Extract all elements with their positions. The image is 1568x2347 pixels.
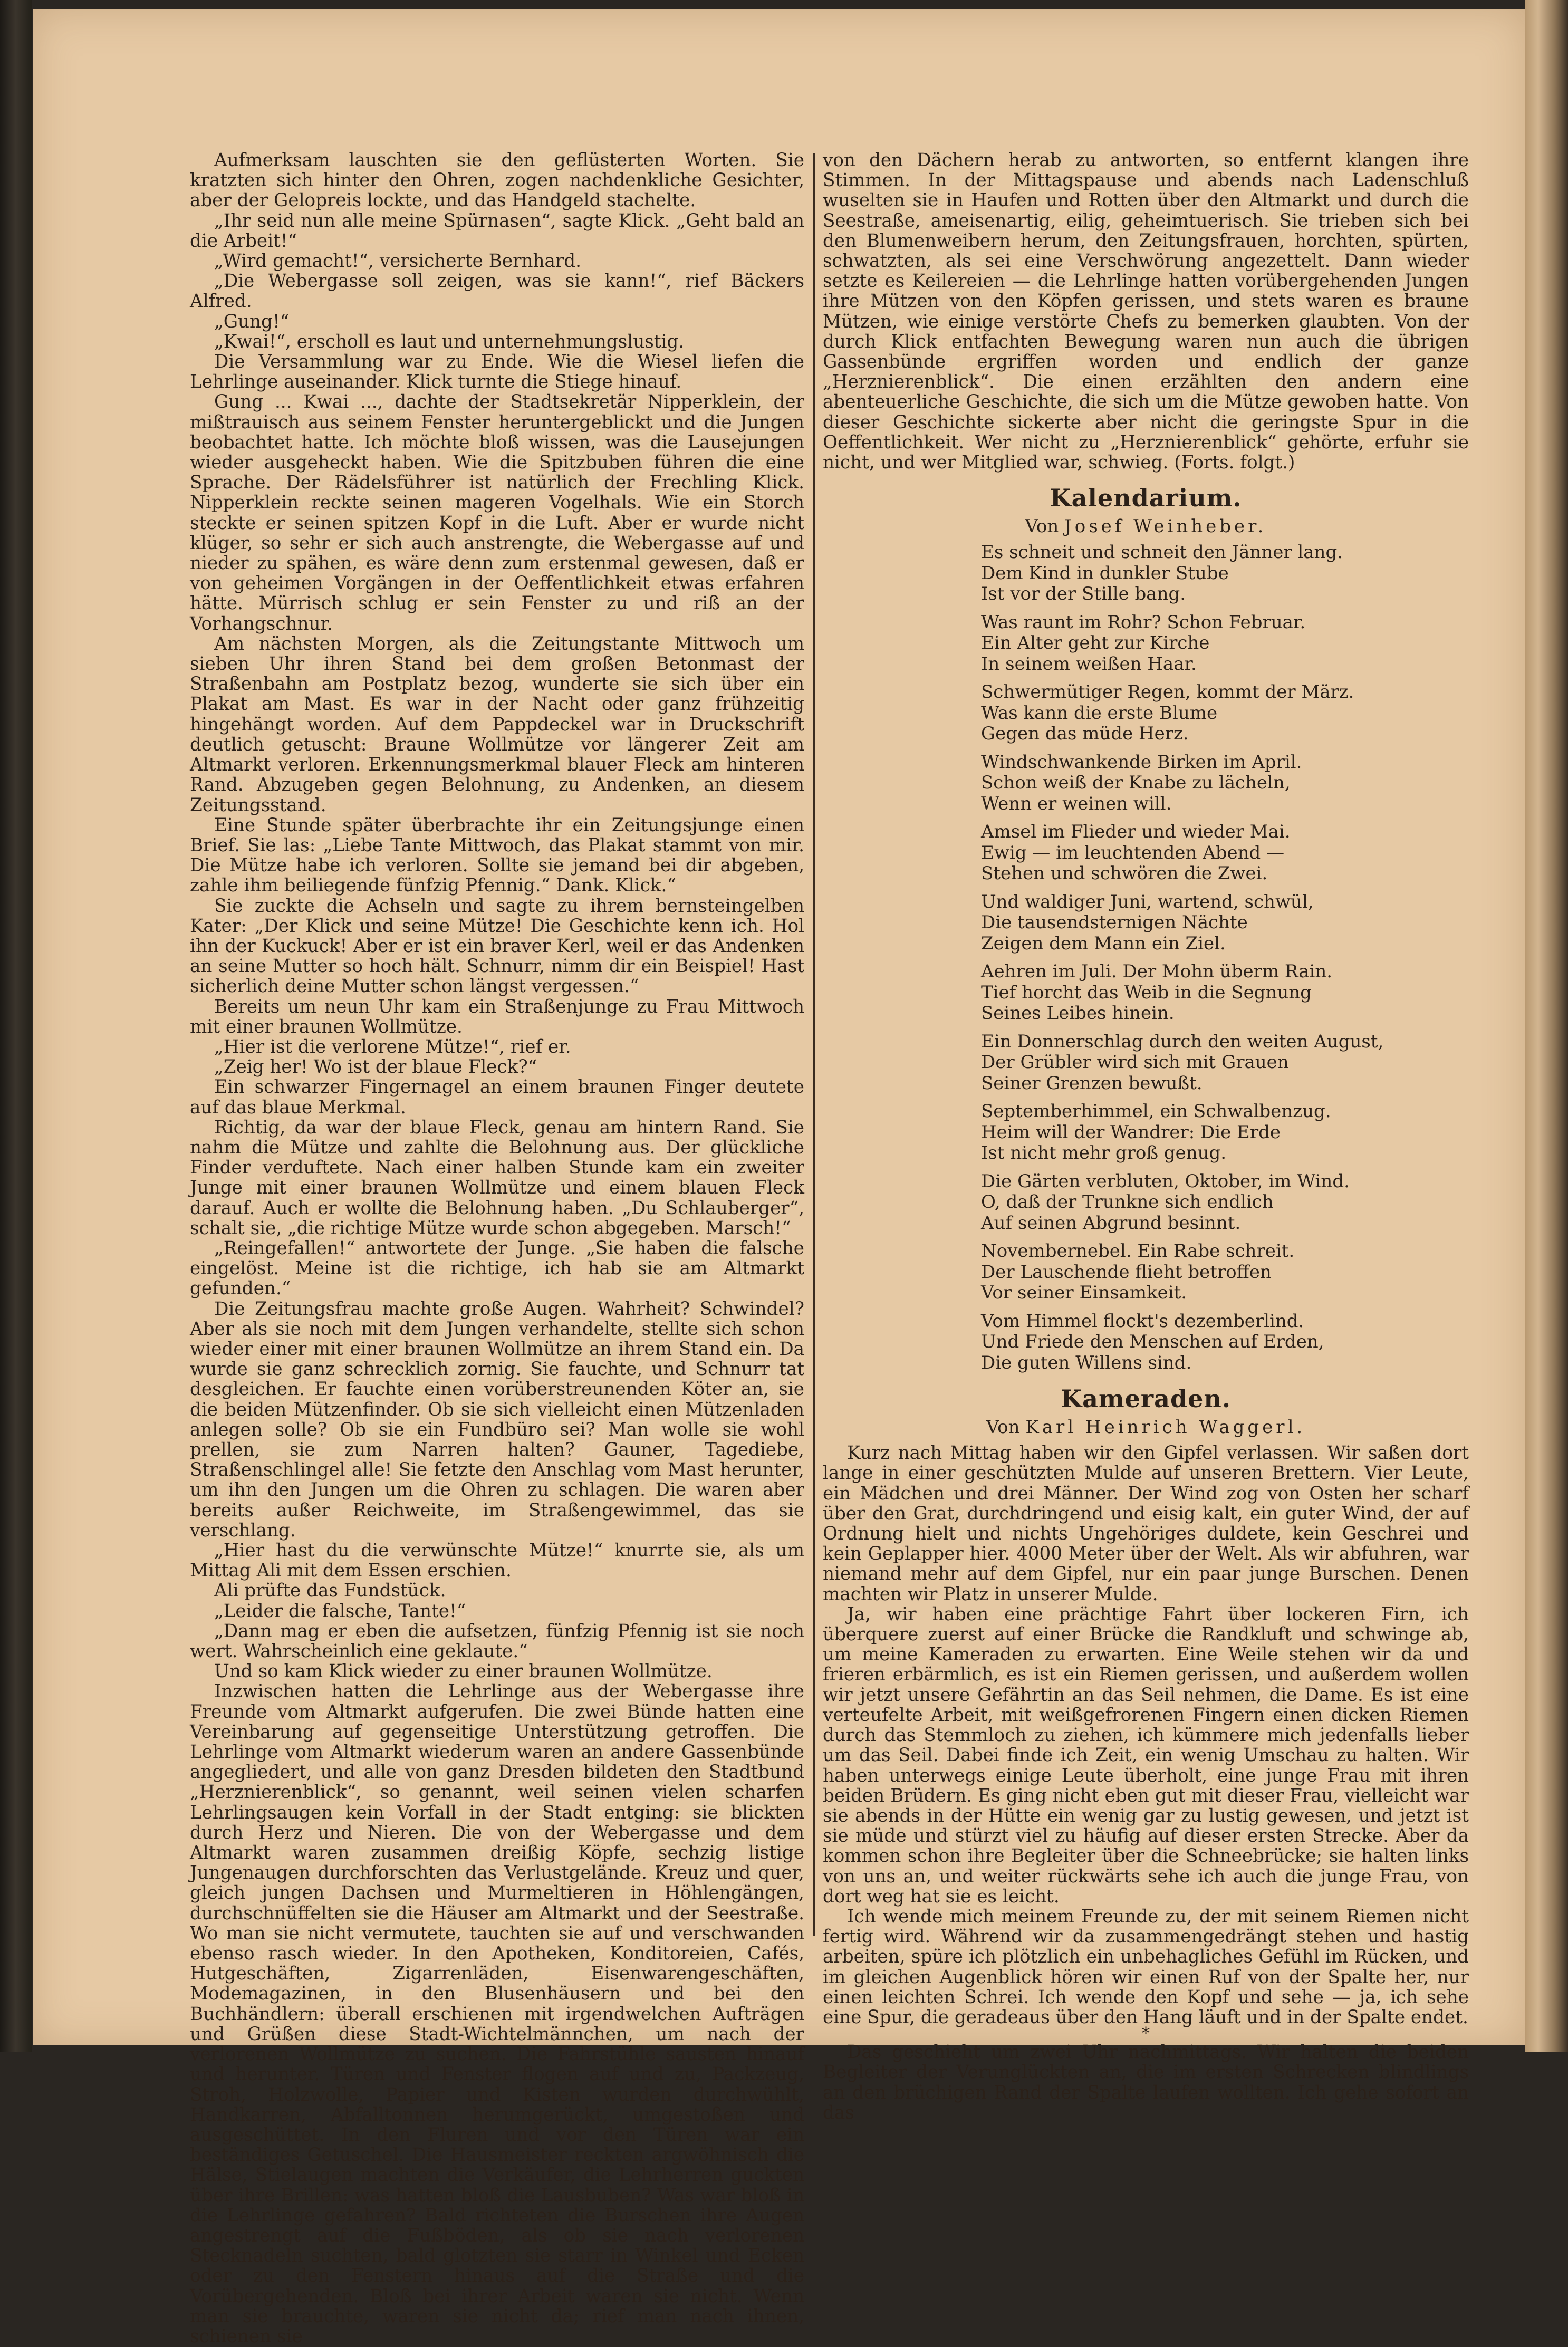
poem-line: Windschwankende Birken im April. [981,751,1302,773]
poem-line: Ein Alter geht zur Kirche [981,632,1210,654]
paragraph: Richtig, da war der blaue Fleck, genau am hintern Rand. Sie nahm die Mütze und zahlte die Belohnung aus. Der glückliche Finder verduftete. Nach einer halben Stunde kam ein zweiter Junge mit einer braunen Wollmütze und einem blauen Fleck darauf. Auch er wollte die Belohnung haben. „Du Schlauberger“, schalt sie, „die richtige Mütze wurde schon abgegeben. Marsch!“ [190,1117,804,1239]
poem-line: Was raunt im Rohr? Schon Februar. [981,611,1306,633]
poem-stanza [981,1171,1469,1234]
byline-prefix: Von [986,1417,1020,1438]
paragraph: Sie zuckte die Achseln und sagte zu ihrem bernsteingelben Kater: „Der Klick und seine Mütze! Die Geschichte kenn ich. Hol ihn der Kuckuck! Aber er ist ein braver Kerl, weil er das Andenken an seine Mutter so hoch hält. Schnurr, nimm dir ein Beispiel! Hast sicherlich deine Mutter schon längst vergessen.“ [190,895,804,997]
column-rule [813,153,815,1936]
poem-line: Vor seiner Einsamkeit. [981,1282,1187,1304]
poem-line: Tief horcht das Weib in die Segnung [981,982,1312,1003]
paragraph: „Leider die falsche, Tante!“ [214,1600,466,1622]
poem-line: Auf seinen Abgrund besinnt. [981,1212,1241,1234]
paragraph: „Hier hast du die verwünschte Mütze!“ knurrte sie, als um Mittag Ali mit dem Essen erschien. [190,1540,804,1582]
poem-author: Josef Weinheber. [1064,516,1267,537]
poem-line: Seines Leibes hinein. [981,1003,1175,1024]
poem-line: Es schneit und schneit den Jänner lang. [981,542,1343,563]
paragraph: Ein schwarzer Fingernagel an einem braunen Finger deutete auf das blaue Merkmal. [190,1076,804,1118]
poem-line: Zeigen dem Mann ein Ziel. [981,932,1226,954]
poem-line: Dem Kind in dunkler Stube [981,562,1229,584]
story-paragraph: Das geschieht um zwei Uhr nachmittags. Wir halten die beiden Begleiter der Verunglückten an, die im ersten Schrecken blindlings an den brüchigen Rand der Spalte laufen wollten. Ich gehe sofort an das [823,2042,1469,2123]
story-title: Kameraden. [1061,1384,1231,1413]
story-byline [823,1417,1469,1438]
poem-line: Wenn er weinen will. [981,793,1172,814]
poem-stanza [981,822,1469,884]
poem-stanza [981,961,1469,1024]
poem-line: Novembernebel. Ein Rabe schreit. [981,1240,1295,1262]
paragraph: „Kwai!“, erscholl es laut und unternehmungslustig. [214,331,685,352]
poem-line: Die Gärten verbluten, Oktober, im Wind. [981,1170,1350,1192]
paragraph: „Gung!“ [214,311,290,332]
poem-stanza [981,1032,1469,1094]
poem-stanza [981,752,1469,815]
poem-byline [823,516,1469,537]
poem-line: Vom Himmel flockt's dezemberlind. [981,1310,1304,1332]
story-continuation [823,150,1469,473]
poem-line: O, daß der Trunkne sich endlich [981,1191,1274,1213]
poem-stanza [981,1311,1469,1374]
story-paragraph: Ja, wir haben eine prächtige Fahrt über lockeren Firn, ich überquere zuerst auf einer Brücke die Randkluft und schwinge ab, um meine Kameraden zu erwarten. Eine Weile stehen wir da und frieren erbärmlich, es ist ein Riemen gerissen, und außerdem wollen wir jetzt unsere Gefährtin an das Seil nehmen, die Dame. Es ist eine verteufelte Arbeit, mit weißgefrorenen Fingern einen dicken Riemen durch das Stemmloch zu ziehen, ich kümmere mich jedenfalls lieber um das Seil. Dabei finde ich Zeit, ein wenig Umschau zu halten. Wir haben unterwegs einige Leute überholt, eine junge Frau mit ihren beiden Brüdern. Es ging nicht eben gut mit dieser Frau, vielleicht war sie abends in der Hütte ein wenig gar zu lustig gewesen, und jetzt ist sie müde und stürzt viel zu häufig auf dieser ersten Strecke. Aber da kommen schon ihre Begleiter über die Schneebrücke; sie halten links von uns an, und weiter rückwärts sehe ich auch die junge Frau, von dort weg hat sie es leicht. [823,1603,1469,1907]
poem-line: Der Grübler wird sich mit Grauen [981,1052,1289,1073]
paragraph: „Wird gemacht!“, versicherte Bernhard. [214,251,581,272]
right-column [823,150,1469,2123]
poem-line: Die guten Willens sind. [981,1352,1192,1373]
byline-prefix: Von [1025,516,1059,537]
poem-stanza [981,612,1469,675]
paragraph: Gung ... Kwai ..., dachte der Stadtsekretär Nipperklein, der mißtrauisch aus seinem Fenster heruntergeblickt und die Jungen beobachtet hatte. Ich möchte bloß wissen, was die Lausejungen wieder ausgeheckt haben. Wie die Spitzbuben führen die eine Sprache. Der Rädelsführer ist natürlich der Frechling Klick. Nipperklein reckte seinen mageren Vogelhals. Wie ein Storch steckte er seinen spitzen Kopf in die Luft. Aber er wurde nicht klüger, so sehr er sich auch anstrengte, die Webergasse auf und nieder zu spähen, es wäre denn zum erstenmal gewesen, daß er von geheimen Vorgängen in der Oeffentlichkeit etwas erfahren hätte. Mürrisch schlug er sein Fenster zu und riß an der Vorhangschnur. [190,391,804,634]
poem-stanza [981,1101,1469,1164]
poem-line: Schon weiß der Knabe zu lächeln, [981,772,1291,794]
paragraph: Und so kam Klick wieder zu einer braunen Wollmütze. [214,1661,713,1682]
paragraph: „Ihr seid nun alle meine Spürnasen“, sagte Klick. „Geht bald an die Arbeit!“ [190,210,804,252]
paragraph: „Hier ist die verlorene Mütze!“, rief er. [214,1036,571,1057]
poem-line: Die tausendsternigen Nächte [981,912,1248,934]
continuation-note: (Forts. folgt.) [1174,452,1295,474]
poem-line: Amsel im Flieder und wieder Mai. [981,821,1291,843]
paragraph: Am nächsten Morgen, als die Zeitungstante Mittwoch um sieben Uhr ihren Stand bei dem großen Betonmast der Straßenbahn am Postplatz bezog, wunderte sie sich über ein Plakat am Mast. Es war in der Nacht oder ganz frühzeitig hingehängt worden. Auf dem Pappdeckel war in Druckschrift deutlich getuscht: Braune Wollmütze vor längerer Zeit am Altmarkt verloren. Erkennungsmerkmal blauer Fleck am hinteren Rand. Abzugeben gegen Belohnung, zu Andenken, an diesem Zeitungsstand. [190,633,804,816]
poem-line: Stehen und schwören die Zwei. [981,863,1268,884]
poem-stanza [981,1241,1469,1304]
poem-line: Und waldiger Juni, wartend, schwül, [981,891,1314,912]
paragraph: Die Versammlung war zu Ende. Wie die Wiesel liefen die Lehrlinge auseinander. Klick turnte die Stiege hinauf. [190,351,804,393]
poem-line: Ist vor der Stille bang. [981,583,1186,605]
story-paragraph: Ich wende mich meinem Freunde zu, der mit seinem Riemen nicht fertig wird. Während wir da zusammengedrängt stehen und hastig arbeiten, spüre ich plötzlich ein unbehagliches Gefühl im Rücken, und im gleichen Augenblick hören wir einen Ruf von der Spalte her, nur einen leichten Schrei. Ich wende den Kopf und sehe — ja, ich sehe eine Spur, die geradeaus über den Hang läuft und in der Spalte endet. [823,1906,1469,2028]
paragraph: Ali prüfte das Fundstück. [214,1580,446,1602]
poem-line: Heim will der Wandrer: Die Erde [981,1121,1281,1143]
paragraph: Aufmerksam lauschten sie den geflüsterten Worten. Sie kratzten sich hinter den Ohren, zogen nachdenkliche Gesichter, aber der Gelopreis lockte, und das Handgeld stachelte. [190,150,804,211]
poem-line: Gegen das müde Herz. [981,723,1189,745]
poem-body [823,542,1469,1373]
poem-line: Was kann die erste Blume [981,702,1218,724]
poem-line: Septemberhimmel, ein Schwalbenzug. [981,1101,1331,1122]
poem-line: Aehren im Juli. Der Mohn überm Rain. [981,961,1333,983]
paragraph: „Zeig her! Wo ist der blaue Fleck?“ [214,1056,537,1078]
story-paragraph: Kurz nach Mittag haben wir den Gipfel verlassen. Wir saßen dort lange in einer geschützten Mulde auf unseren Brettern. Vier Leute, ein Mädchen und drei Männer. Der Wind zog von Osten her scharf über den Grat, durchdringend und eisig kalt, ein guter Wind, der auf Ordnung hielt und nichts Ungehöriges duldete, kein Geschrei und kein Geplapper hier. 4000 Meter über der Welt. Als wir abfuhren, war niemand mehr auf dem Gipfel, nur ein paar junge Burschen. Denen machten wir Platz in unserer Mulde. [823,1442,1469,1605]
poem-stanza [981,542,1469,605]
paragraph: „Die Webergasse soll zeigen, was sie kann!“, rief Bäckers Alfred. [190,271,804,312]
paragraph: Die Zeitungsfrau machte große Augen. Wahrheit? Schwindel? Aber als sie noch mit dem Jungen verhandelte, stellte sich schon wieder einer mit einer braunen Wollmütze an ihrem Stand ein. Da wurde sie ganz schrecklich zornig. Sie fauchte, und Schnurr tat desgleichen. Er fauchte einen vorüberstreunenden Köter an, sie die beiden Mützenfinder. Ob sie sich vielleicht einen Mützenladen anlegen solle? Ob sie ein Fundbüro sei? Man wolle sie wohl prellen, sie zum Narren halten? Gauner, Tagediebe, Straßenschlingel alle! Sie fetzte den Anschlag vom Mast herunter, um ihn den Jungen um die Ohren zu schlagen. Die waren aber bereits außer Reichweite, im Straßengewimmel, das sie verschlang. [190,1298,804,1541]
paragraph: „Reingefallen!“ antwortete der Junge. „Sie haben die falsche eingelöst. Meine ist die richtige, ich hab sie am Altmarkt gefunden.“ [190,1237,804,1300]
poem-stanza [981,682,1469,745]
section-divider: * [1142,2024,1150,2043]
page-edge [1525,0,1568,2052]
poem-line: Und Friede den Menschen auf Erden, [981,1331,1324,1353]
book-spine [0,0,32,2052]
paragraph: Eine Stunde später überbrachte ihr ein Zeitungsjunge einen Brief. Sie las: „Liebe Tante Mittwoch, das Plakat stammt von mir. Die Mütze habe ich verloren. Sollte sie jemand bei dir abgeben, zahle ihm beiliegende fünfzig Pfennig.“ Dank. Klick.“ [190,814,804,897]
poem-title: Kalendarium. [1050,484,1242,513]
poem-line: Ist nicht mehr groß genug. [981,1142,1227,1164]
poem-line: Der Lauschende flieht betroffen [981,1261,1272,1283]
story-author: Karl Heinrich Waggerl. [1025,1417,1306,1438]
paragraph: Bereits um neun Uhr kam ein Straßenjunge zu Frau Mittwoch mit einer braunen Wollmütze. [190,996,804,1037]
left-column [190,150,804,2346]
poem-line: Ein Donnerschlag durch den weiten August, [981,1031,1384,1052]
poem-line: Seiner Grenzen bewußt. [981,1072,1203,1094]
continuation-text: von den Dächern herab zu antworten, so entfernt klangen ihre Stimmen. In der Mittagspause und abends nach Ladenschluß wuselten sie in Haufen und Rotten über den Altmarkt und durch die Seestraße, ameisenartig, eilig, geheimtuerisch. Sie trieben sich bei den Blumenweibern herum, den Zeitungsfrauen, horchten, spürten, schwatzten, als sei eine Verschwörung angezettelt. Dann wieder setzte es Keilereien — die Lehrlinge hatten vorübergehenden Jungen ihre Mützen von den Köpfen gerissen, und stets waren es braune Mützen, wie einige verstörte Chefs zu bemerken glaubten. Von der durch Klick entfachten Bewegung waren nun auch die übrigen Gassenbünde ergriffen worden und endlich der ganze „Herznierenblick“. Die einen erzählten den andern eine abenteuerliche Geschichte, die sich um die Mütze gewoben hatte. Von dieser Geschichte sickerte aber nicht die geringste Spur in die Oeffentlichkeit. Wer nicht zu „Herznierenblick“ gehörte, erfuhr sie nicht, und wer Mitglied war, schwieg. [823,150,1469,474]
poem-line: In seinem weißen Haar. [981,653,1197,675]
paragraph: „Dann mag er eben die aufsetzen, fünfzig Pfennig ist sie noch wert. Wahrscheinlich eine geklaute.“ [190,1620,804,1662]
poem-stanza [981,892,1469,955]
poem-line: Ewig — im leuchtenden Abend — [981,842,1285,863]
poem-line: Schwermütiger Regen, kommt der März. [981,681,1354,703]
paragraph: Inzwischen hatten die Lehrlinge aus der Webergasse ihre Freunde vom Altmarkt aufgerufen. Die zwei Bünde hatten eine Vereinbarung auf gegenseitige Unterstützung getroffen. Die Lehrlinge vom Altmarkt wiederum waren an andere Gassenbünde angegliedert, und alle von ganz Dresden bildeten den Stadtbund „Herznierenblick“, so genannt, weil seinen vielen scharfen Lehrlingsaugen kein Vorfall in der Stadt entging: sie blickten durch Herz und Nieren. Die von der Webergasse und dem Altmarkt waren zusammen dreißig Köpfe, sechzig listige Jungenaugen durchforschten das Verlustgelände. Kreuz und quer, gleich jungen Dachsen und Murmeltieren in Höhlengängen, durchschnüffelten sie die Häuser am Altmarkt und der Seestraße. Wo man sie nicht vermutete, tauchten sie auf und verschwanden ebenso rasch wieder. In den Apotheken, Konditoreien, Cafés, Hutgeschäften, Zigarrenläden, Eisenwarengeschäften, Modemagazinen, in den Blusenhäusern und bei den Buchhändlern: überall erschienen mit irgendwelchen Aufträgen und Grüßen diese Stadt-Wichtelmännchen, um nach der verlorenen Wollmütze zu suchen. Die Fahrstühle sausten hinauf und herunter. Türen und Fenster flogen auf und zu, Packzeug, Stroh, Holzwolle, Papier und Kisten wurden durchwühlt, Handkarren, Abfalltonnen herumgerückt, umgestoßen und ausgeschüttet. In den Fluren und vor den Türen war ein beständiges Getuschel. Die Hausmeister reckten argwöhnisch die Hälse, Stielaugen machten die Verkäufer, die Lehrherren guckten über ihre Brillen: was hatten bloß die Lausbuben? Was war bloß in die Lehrlinge gefahren? Bald richteten die Burschen ihre Augen angestrengt auf die Fußböden, als ob sie nach verlorenen Stecknadeln suchten, bald glotzten sie starr in Winkel und Ecken oder zu den Fenstern hinaus auf die Straße und die Vorübergehenden. Bloß bei ihrer Arbeit waren sie nicht. Wenn man sie brauchte, waren sie nicht da; rief man nach ihnen, schienen sie [190,1681,804,2347]
